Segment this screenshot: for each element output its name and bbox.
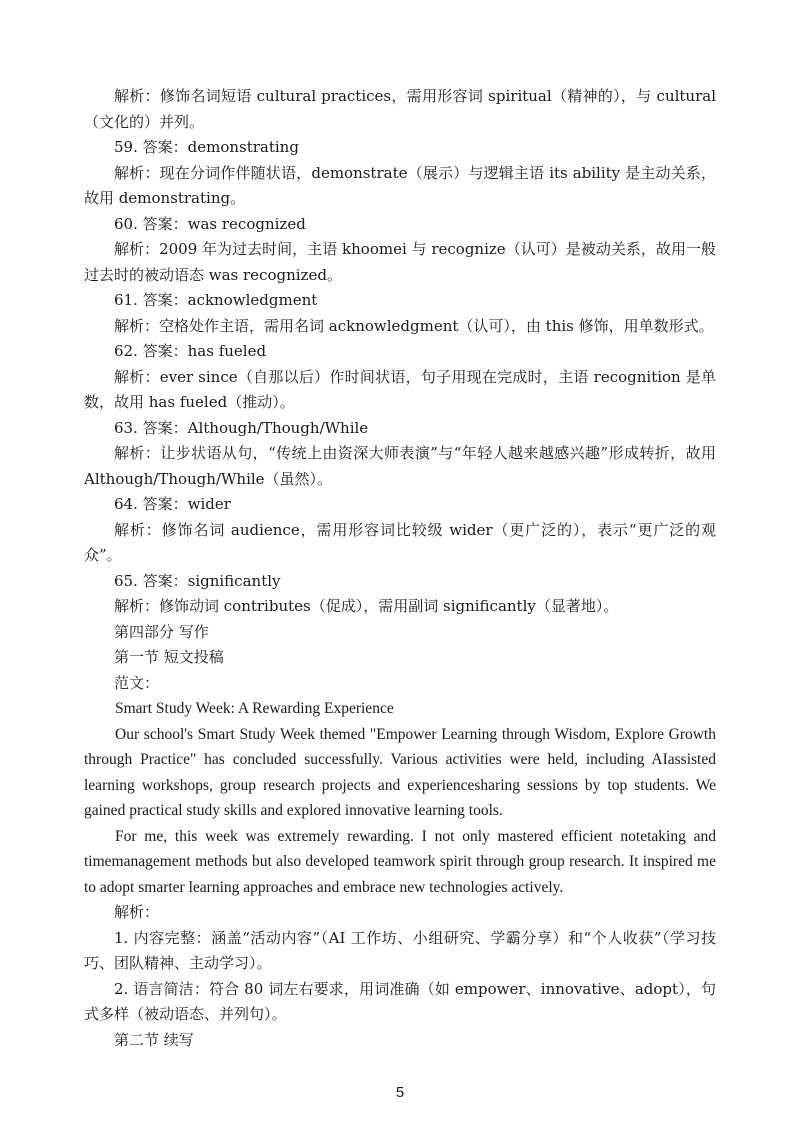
explanation-65: 解析：修饰动词 contributes（促成），需用副词 significantly（显著地）。 [114,597,619,615]
explanation-60: 解析：2009 年为过去时间，主语 khoomei 与 recognize（认可）是被动关系，故用一般过去时的被动语态 was recognized。 [84,240,716,284]
subsection-heading-2: 第二节 续写 [114,1030,194,1049]
essay-paragraph-1: Our school's Smart Study Week themed "Empower Learning through Wisdom, Explore Growth through Practice" has concluded successfully. Various activities were held, including AIassisted learning workshops, group research projects and experiencesharing sessions by top students. We gained practical study skills and explored innovative learning tools. [84,725,716,819]
page-content [84,84,716,1053]
answer-62: 62. 答案：has fueled [114,342,267,360]
answer-60: 60. 答案：was recognized [114,214,306,233]
answer-65: 65. 答案：significantly [114,571,281,590]
sample-label: 范文： [114,673,160,692]
section-heading-writing: 第四部分 写作 [114,622,209,641]
explanation-63: 解析：让步状语从句，“传统上由资深大师表演”与“年轻人越来越感兴趣”形成转折，故用 Although/Though/While（虽然）。 [84,444,716,488]
page-number: 5 [395,1084,405,1101]
essay-title: Smart Study Week: A Rewarding Experience [115,700,394,717]
analysis-label: 解析： [114,903,160,921]
explanation-59: 解析：现在分词作伴随状语，demonstrate（展示）与逻辑主语 its ability 是主动关系，故用 demonstrating。 [84,163,716,207]
subsection-heading-1: 第一节 短文投稿 [114,648,224,666]
explanation-64: 解析：修饰名词 audience，需用形容词比较级 wider（更广泛的），表示“更广泛的观众”。 [84,520,716,564]
answer-63: 63. 答案：Although/Though/While [114,418,369,437]
explanation-61: 解析：空格处作主语，需用名词 acknowledgment（认可），由 this 修饰，用单数形式。 [114,316,714,335]
answer-61: 61. 答案：acknowledgment [114,291,318,309]
explanation-62: 解析：ever since（自那以后）作时间状语，句子用现在完成时，主语 recognition 是单数，故用 has fueled（推动）。 [84,367,716,411]
analysis-point-1: 1. 内容完整：涵盖“活动内容”（AI 工作坊、小组研究、学霸分享）和“个人收获”（学习技巧、团队精神、主动学习）。 [84,928,716,972]
answer-59: 59. 答案：demonstrating [114,138,299,156]
analysis-point-2: 2. 语言简洁：符合 80 词左右要求，用词准确（如 empower、innovative、adopt），句式多样（被动语态、并列句）。 [84,979,716,1023]
essay-paragraph-2: For me, this week was extremely rewarding. I not only mastered efficient notetaking and timemanagement methods but also developed teamwork spirit through group research. It inspired me to adopt smarter learning approaches and embrace new technologies actively. [84,827,716,896]
answer-64: 64. 答案：wider [114,495,231,513]
explanation-58: 解析：修饰名词短语 cultural practices，需用形容词 spiritual（精神的），与 cultural（文化的）并列。 [84,87,716,131]
